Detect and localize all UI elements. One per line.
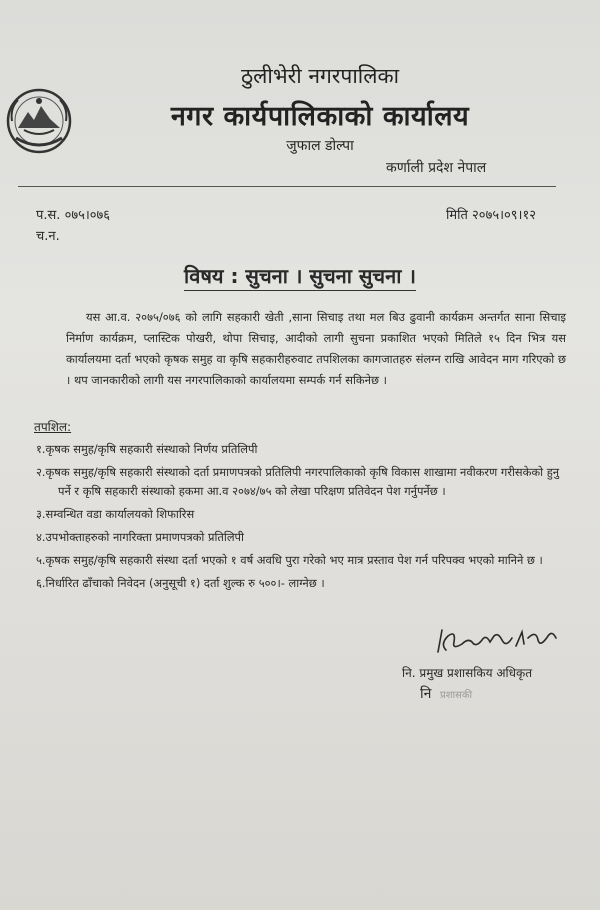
header-divider (18, 186, 556, 187)
letter-number: प.स. ०७५।०७६ (36, 208, 111, 223)
subject-heading (0, 262, 600, 289)
stamp-initial: नि (420, 686, 432, 702)
dispatch-number: च.न. (36, 229, 60, 244)
list-item: २.कृषक समुह/कृषि सहकारी संस्थाको दर्ता प्रमाणपत्रको प्रतिलिपी नगरपालिकाको कृषि विकास शाखामा नवीकरण गरीसकेको हुनु पर्ने र कृषि सहकारी संस्थाको हकमा आ.व २०७४/७५ को लेखा परिक्षण प्रतिवेदन पेश गर्नुपर्नेछ । (36, 465, 560, 498)
list-item: १.कृषक समुह/कृषि सहकारी संस्थाको निर्णय प्रतिलिपी (36, 442, 258, 456)
office-location: जुफाल डोल्पा (286, 138, 354, 154)
details-label: तपशिल: (34, 420, 72, 434)
province-name: कर्णाली प्रदेश नेपाल (386, 160, 487, 176)
list-item: ३.सम्वन्धित वडा कार्यालयको शिफारिस (36, 507, 195, 521)
notice-body: यस आ.व. २०७५/०७६ को लागि सहकारी खेती ,साना सिचाइ तथा मल बिउ ढुवानी कार्यक्रम अन्तर्गत साना सिचाइ निर्माण कार्यक्रम, प्लास्टिक पोखरी, थोपा सिचाइ, आदीको लागी सुचना प्रकाशित भएको मितिले १५ दिन भित्र यस कार्यालयमा दर्ता भएको कृषक समुह वा कृषि सहकारीहरुवाट तपशिलका कागजातहरु संलग्न राखि आवेदन माग गरिएको छ । थप जानकारीको लागी यस नगरपालिकाको कार्यालयमा सम्पर्क गर्न सकिनेछ । (66, 310, 566, 387)
subject-text: विषय : सुचना । सुचना सुचना । (184, 264, 416, 291)
list-item: ४.उपभोक्ताहरुको नागरिक्ता प्रमाणपत्रको प्रतिलिपी (36, 530, 244, 544)
signatory-title: नि. प्रमुख प्रशासकिय अधिकृत (402, 666, 533, 680)
stamp-faint-text: प्रशासकी (440, 690, 473, 701)
handwritten-signature (432, 624, 562, 658)
letter-date: मिति २०७५।०९।१२ (446, 208, 536, 223)
requirements-list (36, 440, 564, 597)
office-name: नगर कार्यपालिकाको कार्यालय (170, 101, 470, 132)
list-item: ६.निर्धारित ढाँचाको निवेदन (अनुसूची १) दर्ता शुल्क रु ५००।- लाग्नेछ । (36, 576, 325, 590)
list-item: ५.कृषक समुह/कृषि सहकारी संस्था दर्ता भएको १ वर्ष अवधि पुरा गरेको भए मात्र प्रस्ताव पेश गर्न परिपक्व भएको मानिने छ । (36, 553, 543, 567)
municipality-name: ठुलीभेरी नगरपालिका (240, 64, 400, 88)
